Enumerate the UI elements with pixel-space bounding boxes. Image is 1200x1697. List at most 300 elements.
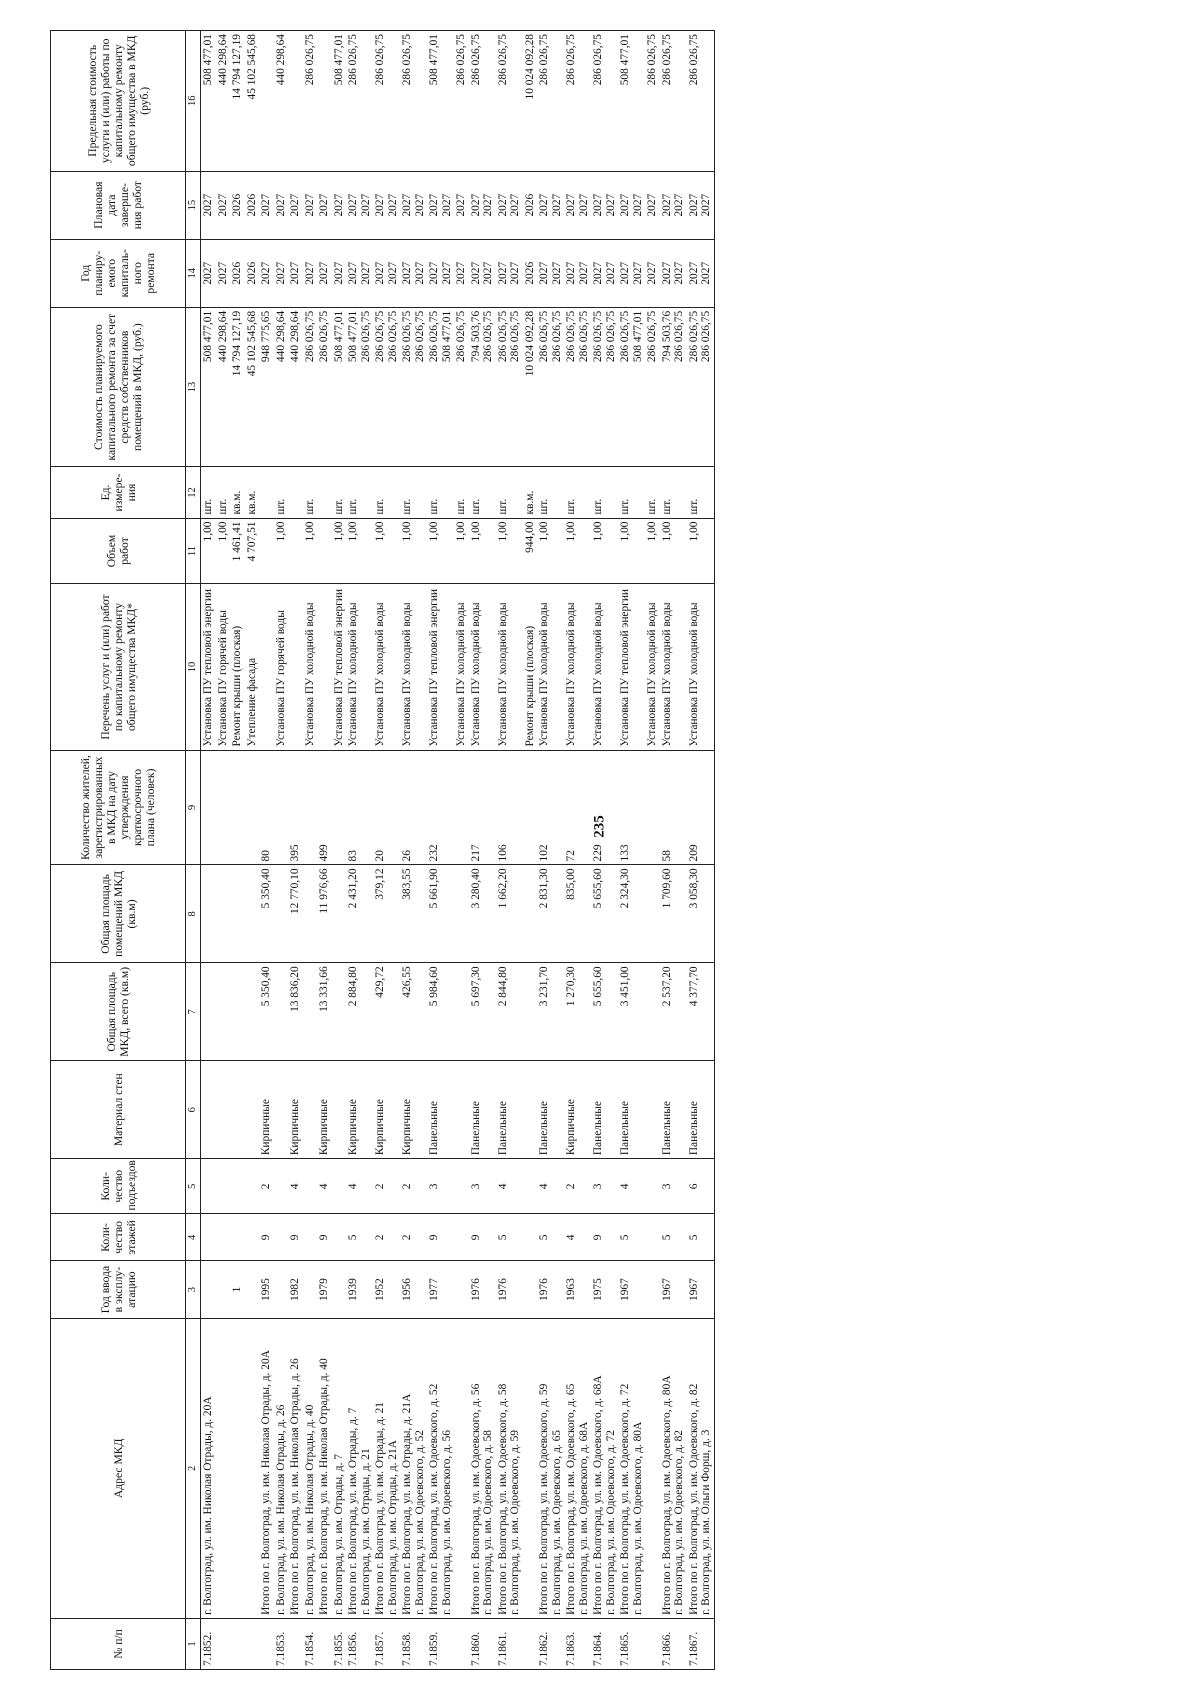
cell-col-11: 1,00 bbox=[469, 518, 496, 584]
cell-col-12: кв.м. bbox=[245, 467, 260, 518]
cell-line: г. Волгоград, ул. им. Одоевского, д. 56 bbox=[440, 1430, 453, 1615]
cell-col-6: Кирпичные bbox=[346, 1061, 373, 1159]
column-number: 15 bbox=[186, 171, 201, 239]
cell-col-8: 1 662,20 bbox=[496, 865, 523, 963]
cell-col-16: 286 026,75 bbox=[645, 31, 660, 172]
table-row bbox=[245, 31, 260, 1670]
cell-col-7: 429,72 bbox=[373, 963, 400, 1061]
cell-col-11: 1,00 bbox=[537, 518, 564, 584]
cell-col-16 bbox=[317, 31, 332, 172]
cell-col-10: Установка ПУ холодной воды bbox=[400, 584, 427, 750]
header-cell: Плановая дата заверше-ния работ bbox=[51, 171, 186, 239]
cell-col-10: Установка ПУ тепловой энергии bbox=[201, 584, 216, 750]
cell-line: 286 026,75 bbox=[700, 310, 712, 363]
cell-col-2 bbox=[591, 1318, 618, 1618]
cell-col-12: шт. bbox=[469, 467, 496, 518]
cell-col-1: 7.1865. bbox=[618, 1618, 645, 1669]
cell-col-15: 2026 bbox=[245, 171, 260, 239]
cell-col-14 bbox=[496, 239, 523, 307]
cell-col-13 bbox=[346, 307, 373, 467]
column-number: 6 bbox=[186, 1061, 201, 1159]
column-number: 4 bbox=[186, 1214, 201, 1261]
cell-col-11: 1,00 bbox=[645, 518, 660, 584]
cell-col-13: 508 477,01 bbox=[201, 307, 216, 467]
cell-col-14: 2027 bbox=[317, 239, 332, 307]
cell-line: Итого по г. Волгоград, ул. им. Одоевского, д. 56 bbox=[469, 1383, 482, 1615]
cell-col-12: шт. bbox=[400, 467, 427, 518]
cell-col-1: 7.1858. bbox=[400, 1618, 427, 1669]
cell-col-5 bbox=[245, 1159, 260, 1214]
cell-col-6: Кирпичные bbox=[373, 1061, 400, 1159]
cell-col-2 bbox=[427, 1318, 454, 1618]
cell-col-11: 4 707,51 bbox=[245, 518, 260, 584]
cell-col-1 bbox=[523, 1618, 538, 1669]
table-row bbox=[332, 31, 347, 1670]
cell-line: 2027 bbox=[592, 193, 604, 217]
cell-col-13 bbox=[618, 307, 645, 467]
cell-col-10: Установка ПУ холодной воды bbox=[537, 584, 564, 750]
cell-line: 2027 bbox=[347, 193, 359, 217]
cell-line: Итого по г. Волгоград, ул. им. Отрады, д. 21 bbox=[374, 1402, 386, 1615]
cell-col-12: шт. bbox=[645, 467, 660, 518]
cell-col-8: 2 831,30 bbox=[537, 865, 564, 963]
cell-col-2 bbox=[230, 1318, 245, 1618]
cell-col-3: 1967 bbox=[660, 1261, 687, 1318]
cell-col-12: шт. bbox=[496, 467, 523, 518]
cell-col-4: 5 bbox=[346, 1214, 373, 1261]
cell-col-15 bbox=[660, 171, 687, 239]
cell-col-15: 2027 bbox=[288, 171, 303, 239]
cell-col-13 bbox=[537, 307, 564, 467]
cell-col-12: шт. bbox=[274, 467, 289, 518]
cell-col-2: г. Волгоград, ул. им. Отрады, д. 7 bbox=[332, 1318, 347, 1618]
cell-col-5: 2 bbox=[400, 1159, 427, 1214]
cell-col-12: шт. bbox=[346, 467, 373, 518]
cell-line: 286 026,75 bbox=[509, 310, 521, 363]
cell-col-8 bbox=[245, 865, 260, 963]
cell-col-1: 7.1857. bbox=[373, 1618, 400, 1669]
cell-col-3 bbox=[523, 1261, 538, 1318]
cell-col-9 bbox=[245, 750, 260, 865]
cell-col-10: Установка ПУ холодной воды bbox=[469, 584, 496, 750]
cell-col-5: 2 bbox=[564, 1159, 591, 1214]
cell-col-10: Установка ПУ горячей воды bbox=[216, 584, 231, 750]
cell-line: 2027 bbox=[374, 261, 386, 285]
cell-col-16: 440 298,64 bbox=[274, 31, 289, 172]
cell-col-5: 2 bbox=[373, 1159, 400, 1214]
cell-col-6 bbox=[274, 1061, 289, 1159]
cell-line: Итого по г. Волгоград, ул. им. Одоевского, д. 82 bbox=[687, 1383, 700, 1615]
cell-col-14 bbox=[687, 239, 715, 307]
cell-line: 286 026,75 bbox=[538, 310, 550, 363]
cell-col-2 bbox=[496, 1318, 523, 1618]
cell-col-4 bbox=[303, 1214, 318, 1261]
cell-col-16: 508 477,01 bbox=[618, 31, 645, 172]
cell-col-11: 1,00 bbox=[201, 518, 216, 584]
cell-col-1 bbox=[645, 1618, 660, 1669]
cell-col-7: 426,55 bbox=[400, 963, 427, 1061]
header-cell: № п/п bbox=[51, 1618, 186, 1669]
cell-col-2: Итого по г. Волгоград, ул. им. Николая Отрады, д. 20А bbox=[259, 1318, 274, 1618]
cell-col-13 bbox=[660, 307, 687, 467]
cell-col-4: 5 bbox=[660, 1214, 687, 1261]
cell-col-5 bbox=[201, 1159, 216, 1214]
column-number: 10 bbox=[186, 584, 201, 750]
cell-col-14 bbox=[537, 239, 564, 307]
cell-col-14: 2027 bbox=[216, 239, 231, 307]
cell-col-1 bbox=[245, 1618, 260, 1669]
cell-col-4: 9 bbox=[259, 1214, 274, 1261]
cell-col-3: 1952 bbox=[373, 1261, 400, 1318]
cell-line: 2027 bbox=[550, 193, 563, 217]
cell-col-13: 45 102 545,68 bbox=[245, 307, 260, 467]
cell-col-7: 1 270,30 bbox=[564, 963, 591, 1061]
cell-line: 2027 bbox=[700, 261, 712, 285]
header-cell: Объем работ bbox=[51, 518, 186, 584]
cell-line: 2027 bbox=[631, 261, 644, 285]
cell-col-4 bbox=[454, 1214, 469, 1261]
cell-col-6: Панельные bbox=[469, 1061, 496, 1159]
table-row bbox=[400, 31, 427, 1670]
cell-col-7: 2 844,80 bbox=[496, 963, 523, 1061]
cell-col-13 bbox=[400, 307, 427, 467]
cell-line: 286 026,75 bbox=[413, 310, 426, 363]
cell-col-2 bbox=[373, 1318, 400, 1618]
cell-col-11: 1,00 bbox=[564, 518, 591, 584]
cell-col-8: 2 324,30 bbox=[618, 865, 645, 963]
cell-col-10: Установка ПУ холодной воды bbox=[645, 584, 660, 750]
cell-col-11: 1,00 bbox=[454, 518, 469, 584]
cell-line: 2027 bbox=[347, 261, 359, 285]
cell-line: 286 026,75 bbox=[496, 310, 509, 363]
cell-col-14 bbox=[427, 239, 454, 307]
cell-line: 2027 bbox=[577, 193, 590, 217]
header-cell: Ед. измере-ния bbox=[51, 467, 186, 518]
cell-col-2 bbox=[469, 1318, 496, 1618]
cell-col-12: шт. bbox=[591, 467, 618, 518]
cell-col-16: 286 026,75 bbox=[346, 31, 373, 172]
cell-col-15 bbox=[496, 171, 523, 239]
cell-col-4: 5 bbox=[687, 1214, 715, 1261]
cell-col-4 bbox=[230, 1214, 245, 1261]
column-number: 14 bbox=[186, 239, 201, 307]
cell-line: г. Волгоград, ул. им. Одоевского, д. 72 bbox=[604, 1430, 617, 1615]
cell-col-5: 3 bbox=[427, 1159, 454, 1214]
cell-col-9 bbox=[645, 750, 660, 865]
cell-col-2 bbox=[645, 1318, 660, 1618]
cell-col-14 bbox=[660, 239, 687, 307]
cell-col-3 bbox=[332, 1261, 347, 1318]
cell-col-6: Панельные bbox=[427, 1061, 454, 1159]
cell-col-13: 286 026,75 bbox=[303, 307, 318, 467]
cell-col-9: 209 bbox=[687, 750, 715, 865]
cell-col-1: 7.1864. bbox=[591, 1618, 618, 1669]
column-number: 11 bbox=[186, 518, 201, 584]
cell-col-4 bbox=[523, 1214, 538, 1261]
table-row bbox=[660, 31, 687, 1670]
cell-col-1: 7.1860. bbox=[469, 1618, 496, 1669]
cell-col-5 bbox=[303, 1159, 318, 1214]
cell-col-4: 9 bbox=[317, 1214, 332, 1261]
cell-col-6: Панельные bbox=[660, 1061, 687, 1159]
cell-col-5 bbox=[645, 1159, 660, 1214]
table-row bbox=[591, 31, 618, 1670]
cell-col-4 bbox=[201, 1214, 216, 1261]
cell-col-15: 2027 bbox=[201, 171, 216, 239]
cell-col-7 bbox=[303, 963, 318, 1061]
cell-col-4: 2 bbox=[373, 1214, 400, 1261]
cell-line: г. Волгоград, ул. им. Одоевского, д. 59 bbox=[509, 1430, 521, 1615]
header-cell: Коли-чество подъездов bbox=[51, 1159, 186, 1214]
cell-col-7: 5 697,30 bbox=[469, 963, 496, 1061]
cell-line: 2027 bbox=[496, 261, 509, 285]
cell-col-5 bbox=[216, 1159, 231, 1214]
cell-line: 2027 bbox=[413, 261, 426, 285]
cell-line: 2027 bbox=[673, 193, 685, 217]
cell-col-9 bbox=[274, 750, 289, 865]
cell-col-14: 2026 bbox=[245, 239, 260, 307]
cell-col-15 bbox=[618, 171, 645, 239]
cell-col-10: Установка ПУ тепловой энергии bbox=[332, 584, 347, 750]
cell-col-10: Установка ПУ холодной воды bbox=[346, 584, 373, 750]
cell-col-1: 7.1852. bbox=[201, 1618, 216, 1669]
cell-line: 794 503,76 bbox=[660, 310, 673, 363]
cell-col-4: 5 bbox=[537, 1214, 564, 1261]
cell-col-8 bbox=[230, 865, 245, 963]
header-row bbox=[51, 31, 186, 1670]
cell-line: г. Волгоград, ул. им. Ольги Форш, д. 3 bbox=[700, 1429, 712, 1615]
cell-col-13 bbox=[591, 307, 618, 467]
cell-col-16: 508 477,01 bbox=[332, 31, 347, 172]
cell-line: г. Волгоград, ул. им. Одоевского, д. 52 bbox=[413, 1430, 426, 1615]
header-cell: Количество жителей, зарегистрированных в МКД на дату утверждения краткосрочного плана (человек) bbox=[51, 750, 186, 865]
table-row bbox=[288, 31, 303, 1670]
table-row bbox=[496, 31, 523, 1670]
cell-col-14: 2027 bbox=[454, 239, 469, 307]
table-body bbox=[201, 31, 715, 1670]
cell-col-9 bbox=[332, 750, 347, 865]
cell-col-11: 1,00 bbox=[400, 518, 427, 584]
cell-line: 2027 bbox=[538, 261, 550, 285]
cell-line: 286 026,75 bbox=[577, 310, 590, 363]
cell-col-7: 13 331,66 bbox=[317, 963, 332, 1061]
table-row bbox=[201, 31, 216, 1670]
cell-col-8 bbox=[216, 865, 231, 963]
header-cell: Год ввода в эксплу-атацию bbox=[51, 1261, 186, 1318]
cell-line: 286 026,75 bbox=[428, 310, 440, 363]
cell-col-6 bbox=[230, 1061, 245, 1159]
cell-line: 2027 bbox=[413, 193, 426, 217]
cell-col-12: шт. bbox=[332, 467, 347, 518]
cell-col-16: 286 026,75 bbox=[537, 31, 564, 172]
cell-col-11: 944,00 bbox=[523, 518, 538, 584]
cell-col-14: 2027 bbox=[274, 239, 289, 307]
cell-col-6 bbox=[216, 1061, 231, 1159]
cell-col-15 bbox=[469, 171, 496, 239]
cell-line: 508 477,01 bbox=[631, 310, 644, 363]
cell-line: Итого по г. Волгоград, ул. им. Одоевского, д. 72 bbox=[619, 1383, 631, 1615]
cell-col-10 bbox=[259, 584, 274, 750]
cell-col-1: 7.1863. bbox=[564, 1618, 591, 1669]
table-row bbox=[259, 31, 274, 1670]
cell-col-3: 1956 bbox=[400, 1261, 427, 1318]
cell-col-7: 3 451,00 bbox=[618, 963, 645, 1061]
cell-col-13 bbox=[373, 307, 400, 467]
cell-col-9 bbox=[523, 750, 538, 865]
cell-col-11: 1,00 bbox=[346, 518, 373, 584]
cell-col-3: 1977 bbox=[427, 1261, 454, 1318]
header-cell: Адрес МКД bbox=[51, 1318, 186, 1618]
cell-col-10: Установка ПУ холодной воды bbox=[454, 584, 469, 750]
cell-col-14: 2027 bbox=[645, 239, 660, 307]
cell-col-10: Утепление фасада bbox=[245, 584, 260, 750]
cell-col-5: 4 bbox=[496, 1159, 523, 1214]
cell-col-10: Установка ПУ холодной воды bbox=[373, 584, 400, 750]
cell-col-11: 1,00 bbox=[332, 518, 347, 584]
cell-line: 2027 bbox=[660, 193, 673, 217]
cell-col-2 bbox=[537, 1318, 564, 1618]
cell-col-6 bbox=[245, 1061, 260, 1159]
cell-col-3: 1963 bbox=[564, 1261, 591, 1318]
cell-col-12 bbox=[317, 467, 332, 518]
cell-col-4 bbox=[645, 1214, 660, 1261]
cell-col-12: шт. bbox=[454, 467, 469, 518]
cell-col-15: 2027 bbox=[259, 171, 274, 239]
cell-line: г. Волгоград, ул. им. Одоевского, д. 68А bbox=[577, 1421, 590, 1615]
header-cell: Перечень услуг и (или) работ по капитальному ремонту общего имущества МКД* bbox=[51, 584, 186, 750]
cell-line: 2027 bbox=[509, 193, 521, 217]
cell-col-7: 13 836,20 bbox=[288, 963, 303, 1061]
cell-line: 508 477,01 bbox=[440, 310, 453, 363]
cell-col-9 bbox=[216, 750, 231, 865]
cell-line: 286 026,75 bbox=[482, 310, 494, 363]
cell-col-9: 133 bbox=[618, 750, 645, 865]
cell-col-6: Панельные bbox=[618, 1061, 645, 1159]
cell-line: г. Волгоград, ул. им. Отрады, д. 21А bbox=[386, 1440, 399, 1615]
cell-col-3 bbox=[645, 1261, 660, 1318]
cell-col-8: 383,55 bbox=[400, 865, 427, 963]
cell-col-14: 2027 bbox=[332, 239, 347, 307]
cell-line: 286 026,75 bbox=[401, 310, 413, 363]
cell-line: 2027 bbox=[482, 193, 494, 217]
cell-line: 2027 bbox=[401, 261, 413, 285]
cell-col-12: шт. bbox=[537, 467, 564, 518]
cell-col-16: 45 102 545,68 bbox=[245, 31, 260, 172]
cell-col-10: Установка ПУ холодной воды bbox=[303, 584, 318, 750]
cell-col-2 bbox=[564, 1318, 591, 1618]
cell-line: 2027 bbox=[359, 193, 372, 217]
cell-col-11: 1,00 bbox=[303, 518, 318, 584]
cell-col-8: 3 058,30 bbox=[687, 865, 715, 963]
cell-col-15 bbox=[400, 171, 427, 239]
cell-line: 286 026,75 bbox=[386, 310, 399, 363]
cell-col-8: 11 976,66 bbox=[317, 865, 332, 963]
cell-line: 2027 bbox=[700, 193, 712, 217]
cell-col-9 bbox=[454, 750, 469, 865]
cell-col-5: 4 bbox=[346, 1159, 373, 1214]
cell-col-1 bbox=[454, 1618, 469, 1669]
cell-col-12: шт. bbox=[216, 467, 231, 518]
cell-col-5: 2 bbox=[259, 1159, 274, 1214]
cell-line: Итого по г. Волгоград, ул. им. Одоевского, д. 80А bbox=[660, 1375, 673, 1615]
cell-col-4: 4 bbox=[564, 1214, 591, 1261]
table-row bbox=[274, 31, 289, 1670]
cell-col-16: 286 026,75 bbox=[454, 31, 469, 172]
table-row bbox=[645, 31, 660, 1670]
cell-col-4 bbox=[274, 1214, 289, 1261]
cell-col-2 bbox=[245, 1318, 260, 1618]
cell-col-12: шт. bbox=[687, 467, 715, 518]
cell-col-3: 1982 bbox=[288, 1261, 303, 1318]
header-cell: Общая площадь помещений МКД (кв.м) bbox=[51, 865, 186, 963]
table-row bbox=[303, 31, 318, 1670]
cell-col-10: Установка ПУ холодной воды bbox=[660, 584, 687, 750]
cell-col-7: 5 350,40 bbox=[259, 963, 274, 1061]
cell-col-13 bbox=[469, 307, 496, 467]
cell-line: 2027 bbox=[660, 261, 673, 285]
cell-col-9: 58 bbox=[660, 750, 687, 865]
cell-line: 2027 bbox=[538, 193, 550, 217]
cell-col-14: 2026 bbox=[523, 239, 538, 307]
cell-col-4: 5 bbox=[618, 1214, 645, 1261]
cell-col-14: 2027 bbox=[259, 239, 274, 307]
cell-col-11: 1,00 bbox=[427, 518, 454, 584]
cell-line: Итого по г. Волгоград, ул. им. Одоевского, д. 59 bbox=[538, 1383, 550, 1615]
cell-col-10: Установка ПУ холодной воды bbox=[564, 584, 591, 750]
cell-col-13: 286 026,75 bbox=[645, 307, 660, 467]
cell-col-13: 286 026,75 bbox=[454, 307, 469, 467]
column-number: 7 bbox=[186, 963, 201, 1061]
cell-col-7: 5 984,60 bbox=[427, 963, 454, 1061]
cell-col-11: 1,00 bbox=[687, 518, 715, 584]
cell-col-1: 7.1861. bbox=[496, 1618, 523, 1669]
cell-col-6: Панельные bbox=[496, 1061, 523, 1159]
cell-col-1: 7.1866. bbox=[660, 1618, 687, 1669]
table-row bbox=[469, 31, 496, 1670]
cell-col-6 bbox=[523, 1061, 538, 1159]
cell-col-7 bbox=[216, 963, 231, 1061]
cell-col-15: 2027 bbox=[274, 171, 289, 239]
cell-col-8 bbox=[645, 865, 660, 963]
header-cell: Общая площадь МКД, всего (кв.м) bbox=[51, 963, 186, 1061]
cell-col-9: 83 bbox=[346, 750, 373, 865]
cell-col-2 bbox=[523, 1318, 538, 1618]
cell-col-14 bbox=[469, 239, 496, 307]
cell-line: 2027 bbox=[440, 261, 453, 285]
cell-line: 2027 bbox=[359, 261, 372, 285]
cell-col-6: Панельные bbox=[591, 1061, 618, 1159]
cell-col-12 bbox=[259, 467, 274, 518]
column-number: 2 bbox=[186, 1318, 201, 1618]
cell-col-5: 6 bbox=[687, 1159, 715, 1214]
cell-line: г. Волгоград, ул. им. Одоевского, д. 58 bbox=[482, 1430, 494, 1615]
cell-col-16: 286 026,75 bbox=[591, 31, 618, 172]
cell-line: 2027 bbox=[565, 261, 577, 285]
cell-col-15: 2027 bbox=[454, 171, 469, 239]
table-row bbox=[317, 31, 332, 1670]
cell-line: 2027 bbox=[428, 193, 440, 217]
cell-col-5 bbox=[274, 1159, 289, 1214]
cell-col-6: Кирпичные bbox=[400, 1061, 427, 1159]
table-row bbox=[427, 31, 454, 1670]
cell-col-3: 1975 bbox=[591, 1261, 618, 1318]
cell-col-10: Установка ПУ горячей воды bbox=[274, 584, 289, 750]
cell-col-13 bbox=[496, 307, 523, 467]
cell-col-9: 217 bbox=[469, 750, 496, 865]
cell-line: 2027 bbox=[673, 261, 685, 285]
cell-col-8 bbox=[332, 865, 347, 963]
cell-line: 2027 bbox=[509, 261, 521, 285]
